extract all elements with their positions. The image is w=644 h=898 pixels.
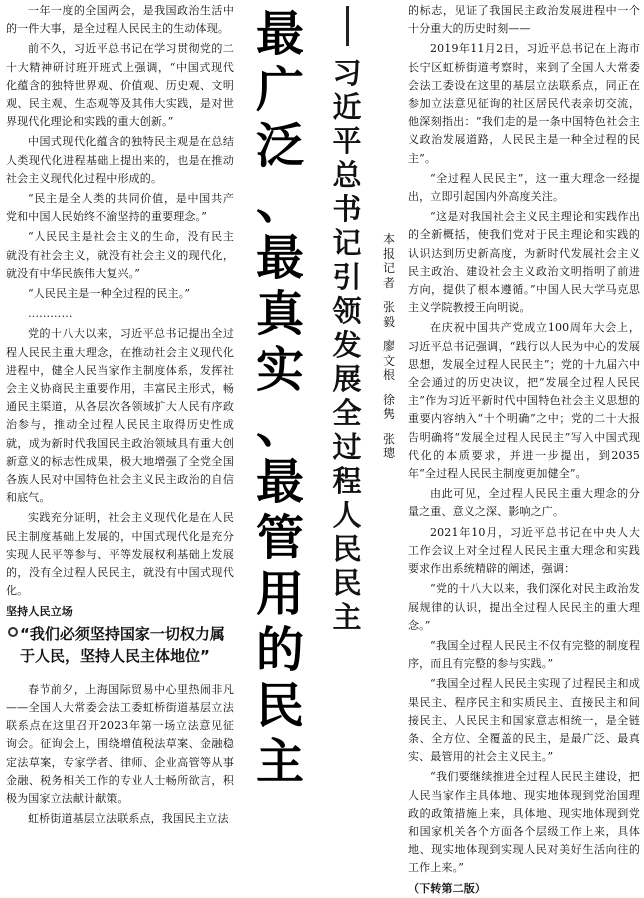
paragraph: 2021年10月，习近平总书记在中央人大工作会议上对全过程人民民主重大理念和实践要求作出系统精辟的阐述，强调：	[408, 525, 640, 576]
paragraph: 2019年11月2日，习近平总书记在上海市长宁区虹桥街道考察时，来到了全国人大常委会法工委设在这里的基层立法联系点，同正在参加立法意见征询的社区居民代表亲切交流，他深刻指出：“我们走的是一条中国特色社会主义政治发展道路，人民民主是一种全过程的民主”。	[408, 42, 640, 165]
subheadline-char: 展	[332, 362, 362, 396]
ellipsis-line: …………	[28, 307, 73, 321]
subheadline-char: 程	[332, 464, 362, 498]
byline-char: 徐	[382, 392, 395, 407]
subheadline-char: 书	[332, 192, 362, 226]
headline-char: 管	[255, 510, 304, 566]
headline-char: 最	[255, 454, 304, 510]
paragraph: “我国全过程人民民主实现了过程民主和成果民主、程序民主和实质民主、直接民主和间接民主、人民民主和国家意志相统一，是全链条、全方位、全覆盖的民主，是最广泛、最真实、最管用的社会主义民主。”	[408, 677, 640, 764]
subheadline-char: 领	[332, 294, 362, 328]
byline	[378, 232, 400, 542]
headline-char: 的	[255, 622, 304, 678]
subheadline-char: 全	[332, 396, 362, 430]
paragraph: “我们要继续推进全过程人民民主建设，把人民当家作主具体地、现实地体现到党治国理政的政策措施上来，具体地、现实地体现到党和国家机关各个方面各个层级工作上来，具体地、现实地体现到实现人民对美好生活向往的工作上来。”	[408, 770, 640, 875]
left-article-column	[6, 2, 234, 826]
byline-char: 文	[382, 353, 395, 368]
paragraph: “民主是全人类的共同价值，是中国共产党和中国人民始终不渝坚持的重要理念。”	[6, 192, 234, 224]
right-article-column	[408, 2, 640, 895]
headline-char: 最	[255, 6, 304, 62]
subheadline-char: 习	[332, 56, 362, 90]
subheadline-char: 人	[332, 498, 362, 532]
byline-char: 记	[382, 261, 395, 275]
byline-char: 本	[382, 232, 395, 246]
headline	[245, 6, 315, 790]
paragraph: 在庆祝中国共产党成立100周年大会上，习近平总书记强调，“践行以人民为中心的发展思想，发展全过程人民民主”；党的十九届六中全会通过的历史决议，把“发展全过程人民民主”作为习近平新时代中国特色社会主义思想的重要内容纳入“十个明确”之中；党的二十大报告明确将“发展全过程人民民主”写入中国式现代化的本质要求，并进一步提出，到2035年“全过程人民民主制度更加健全”。	[408, 321, 640, 481]
byline-gap	[378, 290, 400, 300]
byline-char: 报	[382, 246, 395, 261]
headline-char: 、	[255, 174, 304, 230]
byline-char: 根	[382, 368, 395, 382]
headline-char: 广	[255, 62, 304, 118]
paragraph: “全过程人民民主”，这一重大理念一经提出，立即引起国内外高度关注。	[408, 171, 640, 204]
headline-char: 用	[255, 566, 304, 622]
paragraph: “人民民主是社会主义的生命，没有民主就没有社会主义，就没有社会主义的现代化，就没有中华民族伟大复兴。”	[6, 230, 234, 280]
headline-char: 、	[255, 398, 304, 454]
paragraph: “人民民主是一种全过程的民主。”	[28, 287, 191, 301]
byline-gap	[378, 383, 400, 393]
paragraph: 实践充分证明，社会主义现代化是在人民民主制度基础上发展的，中国式现代化是充分实现人民平等参与、平等发展权利基础上发展的，没有全过程人民民主，就没有中国式现代化。	[6, 511, 234, 598]
paragraph: 虹桥街道基层立法联系点，我国民主立法	[28, 812, 229, 826]
byline-gap	[378, 422, 400, 432]
subheadline	[323, 6, 371, 736]
byline-gap	[378, 329, 400, 339]
paragraph: 党的十八大以来，习近平总书记提出全过程人民民主重大理念，在推动社会主义现代化进程中，健全人民当家作主制度体系，发挥社会主义协商民主重要作用，丰富民主形式，畅通民主渠道，从各层次各领域扩大人民有序政治参与，推动全过程人民民主取得历史性成就，成为新时代我国民主政治领域具有重大创新意义的标志性成果，极大地增强了全党全国各族人民对中国特色社会主义民主政治的自信和底气。	[6, 327, 234, 505]
subheadline-char: 总	[332, 158, 362, 192]
subheadline-char: 过	[332, 430, 362, 464]
headline-char: 泛	[255, 118, 304, 174]
headline-char: 民	[255, 678, 304, 734]
section-title: 坚持人民立场	[6, 604, 73, 618]
paragraph: 的标志，见证了我国民主政治发展进程中一个十分重大的历史时刻——	[408, 4, 640, 36]
pull-quote: “我们必须坚持国家一切权力属于人民，坚持人民主体地位”	[6, 623, 234, 667]
headline-char: 主	[255, 734, 304, 790]
byline-char: 毅	[382, 314, 395, 329]
byline-char: 者	[382, 275, 395, 290]
paragraph: 前不久，习近平总书记在学习贯彻党的二十大精神研讨班开班式上强调，“中国式现代化蕴含的独特世界观、价值观、历史观、文明观、民主观、生态观等及其伟大实践，是对世界现代化理论和实践的重大创新。”	[6, 42, 234, 129]
paragraph: “我国全过程人民民主不仅有完整的制度程序，而且有完整的参与实践。”	[408, 638, 640, 671]
byline-char: 隽	[382, 407, 395, 421]
paragraph: 一年一度的全国两会，是我国政治生活中的一件大事，是全过程人民民主的生动体现。	[6, 4, 234, 36]
paragraph: 由此可见，全过程人民民主重大理念的分量之重、意义之深、影响之广。	[408, 487, 640, 519]
byline-char: 廖	[382, 339, 395, 353]
paragraph: “这是对我国社会主义民主理论和实践作出的全新概括，使我们党对于民主理论和实践的认识达到历史新高度，为新时代发展社会主义民主政治、建设社会主义政治文明指明了前进方向，提供了根本遵循。”中国人民大学马克思主义学院教授王向明说。	[408, 210, 640, 315]
byline-char: 张	[382, 431, 395, 446]
subheadline-char: 民	[332, 566, 362, 600]
subheadline-char: 近	[332, 90, 362, 124]
continuation-note: （下转第二版）	[408, 881, 487, 895]
subheadline-char: 平	[332, 124, 362, 158]
paragraph: 春节前夕，上海国际贸易中心里热闹非凡——全国人大常委会法工委虹桥街道基层立法联系点在这里召开2023年第一场立法意见征询会。征询会上，围绕增值税法草案、金融稳定法草案，专家学者、律师、企业高管等从事金融、税务相关工作的专业人士畅所欲言，积极为国家立法献计献策。	[6, 682, 234, 805]
headline-char: 真	[255, 286, 304, 342]
dash-divider	[346, 6, 349, 46]
subheadline-char: 引	[332, 260, 362, 294]
headline-char: 最	[255, 230, 304, 286]
subheadline-char: 民	[332, 532, 362, 566]
subheadline-char: 主	[332, 600, 362, 634]
subheadline-char: 记	[332, 226, 362, 260]
byline-char: 璁	[382, 446, 395, 460]
paragraph: “党的十八大以来，我们深化对民主政治发展规律的认识，提出全过程人民民主的重大理念。”	[408, 582, 640, 632]
headline-char: 实	[255, 342, 304, 398]
byline-char: 张	[382, 300, 395, 314]
paragraph: 中国式现代化蕴含的独特民主观是在总结人类现代化进程基础上提出来的，也是在推动社会主义现代化过程中形成的。	[6, 135, 234, 185]
subheadline-char: 发	[332, 328, 362, 362]
